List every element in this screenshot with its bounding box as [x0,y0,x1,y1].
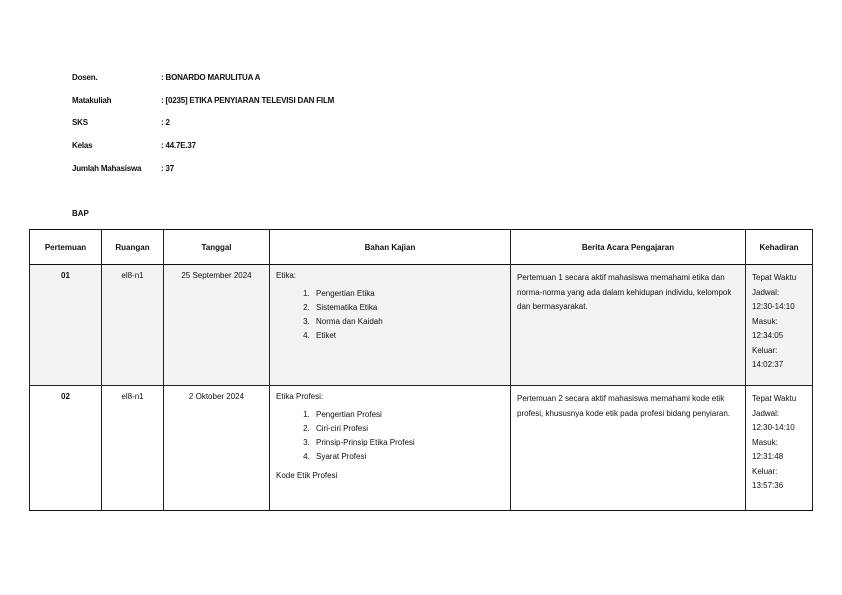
cell-kehadiran [746,386,813,511]
cell-pertemuan: 01 [30,265,102,386]
kehadiran-jadwal-value: 12:30-14:10 [752,423,795,432]
cell-tanggal: 25 September 2024 [164,265,270,386]
cell-bahan-kajian [270,265,511,386]
kehadiran-keluar-value: 13:57:36 [752,481,784,490]
dosen-label: Dosen. [72,73,98,82]
cell-ruangan: el8-n1 [102,265,164,386]
list-item: 4. Etiket [312,331,504,340]
section-title: BAP [72,209,89,218]
col-header-pertemuan: Pertemuan [30,230,102,265]
list-item: 3. Prinsip-Prinsip Etika Profesi [312,438,504,447]
cell-kehadiran [746,265,813,386]
cell-ruangan: el8-n1 [102,386,164,511]
sks-value: : 2 [161,118,170,127]
table-row [30,386,813,511]
kehadiran-keluar-value: 14:02:37 [752,360,784,369]
kehadiran-masuk-label: Masuk: [752,437,778,447]
list-item: 1. Pengertian Etika [312,289,504,298]
kehadiran-jadwal-value: 12:30-14:10 [752,302,795,311]
bahan-list [276,289,504,340]
col-header-kehadiran: Kehadiran [746,230,813,265]
bahan-list [276,410,504,461]
jumlah-label: Jumlah Mahasiswa [72,164,142,173]
list-item: 3. Norma dan Kaidah [312,317,504,326]
cell-berita-acara: Pertemuan 2 secara aktif mahasiswa memahami kode etik profesi, khususnya kode etik pada profesi bidang penyiaran. [511,386,746,511]
kelas-value: : 44.7E.37 [161,141,196,150]
kehadiran-jadwal-label: Jadwal: [752,408,780,418]
sks-label: SKS [72,118,88,127]
list-item: 2. Sistematika Etika [312,303,504,312]
kehadiran-masuk-value: 12:31:48 [752,452,784,461]
cell-berita-acara: Pertemuan 1 secara aktif mahasiswa memahami etika dan norma-norma yang ada dalam kehidupan individu, kelompok dan bermasyarakat. [511,265,746,386]
cell-pertemuan: 02 [30,386,102,511]
kehadiran-masuk-value: 12:34:05 [752,331,784,340]
list-item: 2. Ciri-ciri Profesi [312,424,504,433]
kehadiran-keluar-label: Keluar: [752,466,778,476]
kehadiran-masuk-label: Masuk: [752,316,778,326]
kehadiran-jadwal-label: Jadwal: [752,287,780,297]
jumlah-value: : 37 [161,164,174,173]
col-header-tanggal: Tanggal [164,230,270,265]
bahan-title: Etika: [276,271,297,280]
bap-table [29,229,813,511]
kehadiran-status: Tepat Waktu [752,273,797,282]
kehadiran-status: Tepat Waktu [752,394,797,403]
matakuliah-label: Matakuliah [72,96,112,105]
list-item: 4. Syarat Profesi [312,452,504,461]
table-header-row [30,230,813,265]
kehadiran-keluar-label: Keluar: [752,345,778,355]
cell-bahan-kajian [270,386,511,511]
matakuliah-value: : [0235] ETIKA PENYIARAN TELEVISI DAN FILM [161,96,335,105]
cell-tanggal: 2 Oktober 2024 [164,386,270,511]
dosen-value: : BONARDO MARULITUA A [161,73,261,82]
bahan-title: Etika Profesi: [276,392,324,401]
col-header-ruangan: Ruangan [102,230,164,265]
table-row [30,265,813,386]
list-item: 1. Pengertian Profesi [312,410,504,419]
col-header-bahan-kajian: Bahan Kajian [270,230,511,265]
bahan-extra: Kode Etik Profesi [276,471,338,480]
kelas-label: Kelas [72,141,93,150]
col-header-berita-acara: Berita Acara Pengajaran [511,230,746,265]
